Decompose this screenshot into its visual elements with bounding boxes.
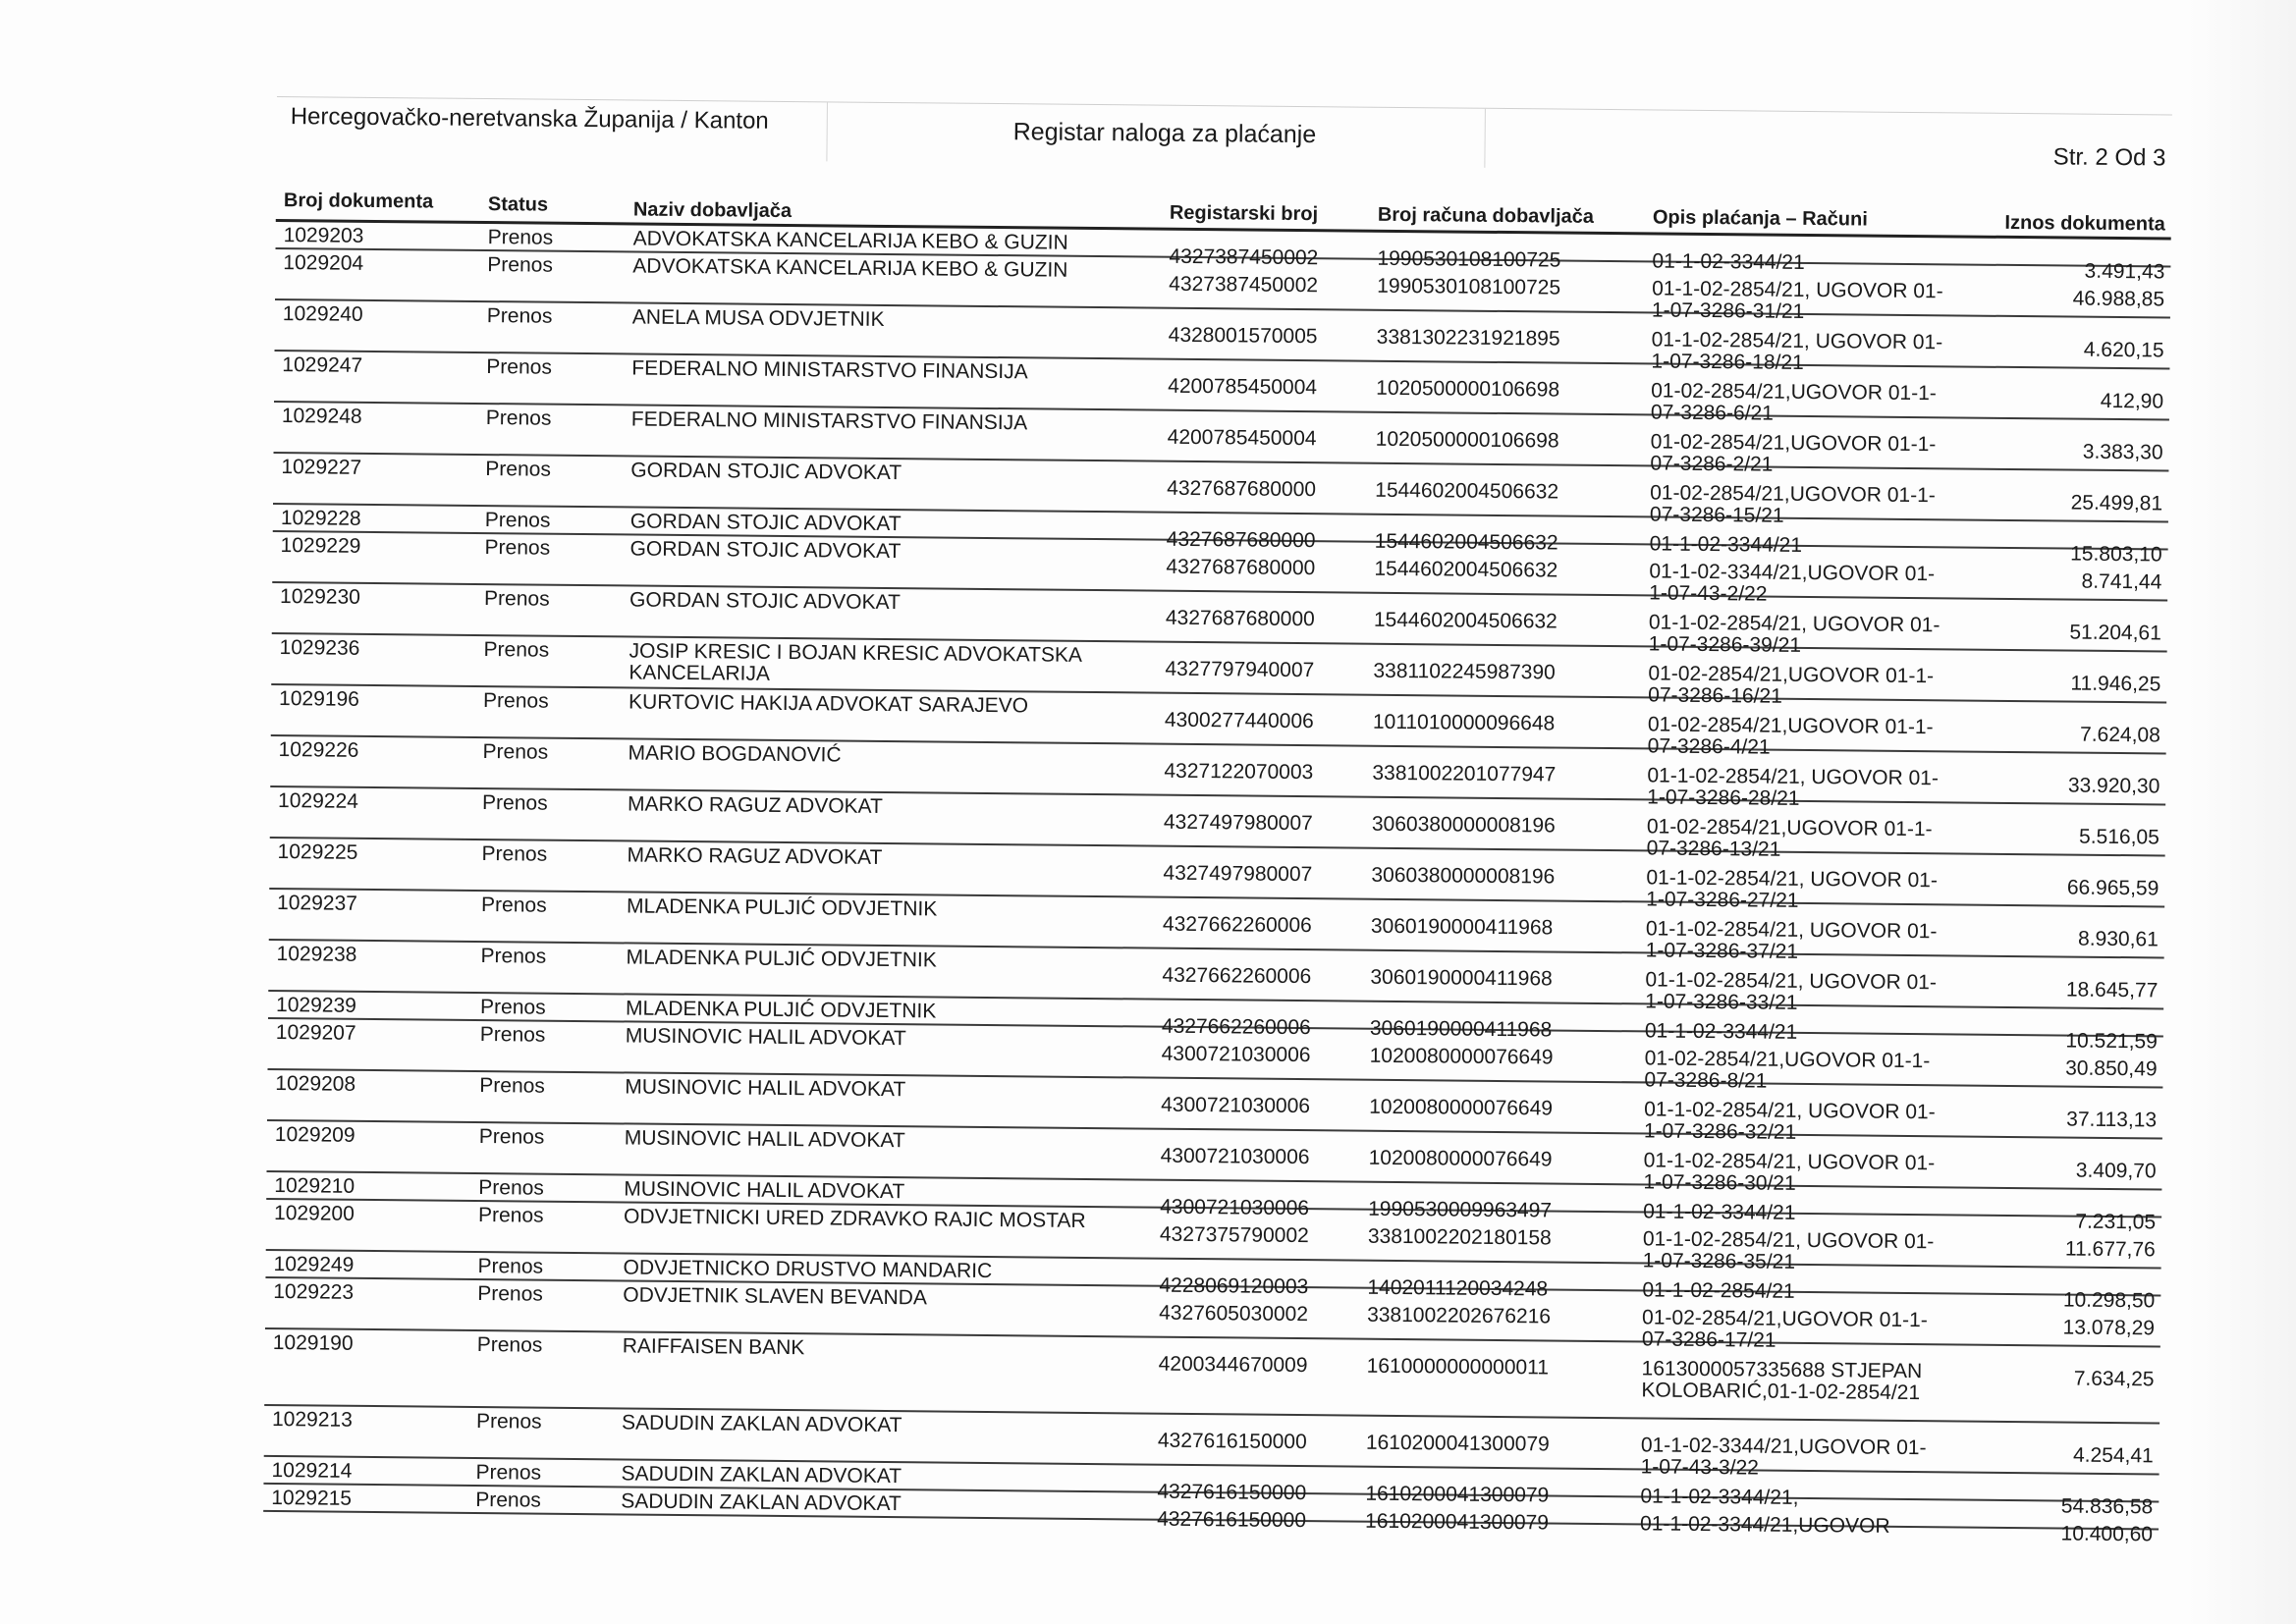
row-iznos: 7.624,08 — [2079, 723, 2160, 747]
row-broj: 1029213 — [271, 1408, 353, 1432]
row-opis: 01-1-02-2854/21, UGOVOR 01-1-07-3286-39/21 — [1648, 611, 1941, 657]
row-iznos: 10.298,50 — [2062, 1288, 2156, 1313]
row-naziv: ADVOKATSKA KANCELARIJA KEBO & GUZIN — [632, 227, 1068, 254]
row-opis: 01-1-02-3344/21 — [1649, 532, 1803, 557]
document-title: Registar naloga za plaćanje — [1012, 118, 1317, 149]
row-broj: 1029230 — [279, 585, 360, 609]
row-registarski-broj: 4300721030006 — [1160, 1195, 1310, 1220]
row-naziv: RAIFFAISEN BANK — [622, 1334, 805, 1360]
row-status: Prenos — [486, 304, 553, 328]
row-broj: 1029237 — [277, 892, 357, 915]
row-broj-racuna: 1544602004506632 — [1375, 478, 1559, 504]
col-opis-placanja: Opis plaćanja – Računi — [1652, 206, 1868, 231]
row-iznos: 33.920,30 — [2067, 774, 2160, 798]
row-broj: 1029223 — [273, 1280, 355, 1304]
row-opis: 01-02-2854/21,UGOVOR 01-1-07-3286-2/21 — [1650, 430, 1937, 476]
row-iznos: 46.988,85 — [2072, 287, 2165, 311]
row-registarski-broj: 4327687680000 — [1165, 606, 1315, 631]
row-broj: 1029207 — [275, 1021, 356, 1045]
row-broj: 1029196 — [279, 687, 359, 711]
row-registarski-broj: 4327122070003 — [1164, 759, 1314, 785]
row-opis: 01-1-02-2854/21, UGOVOR 01-1-07-3286-32/21 — [1643, 1098, 1936, 1144]
row-naziv: MARKO RAGUZ ADVOKAT — [627, 792, 884, 818]
row-status: Prenos — [482, 740, 549, 764]
row-iznos: 3.383,30 — [2082, 440, 2163, 464]
row-iznos: 37.113,13 — [2066, 1108, 2158, 1132]
row-opis: 01-1-02-3344/21 — [1643, 1200, 1796, 1224]
row-status: Prenos — [487, 253, 554, 277]
row-status: Prenos — [477, 1204, 544, 1227]
row-registarski-broj: 4327497980007 — [1163, 810, 1313, 836]
row-broj: 1029238 — [276, 943, 357, 966]
row-iznos: 3.491,43 — [2084, 259, 2165, 284]
row-broj: 1029229 — [280, 534, 361, 558]
row-opis: 01-1-02-2854/21, UGOVOR 01-1-07-3286-31/21 — [1651, 277, 1943, 323]
row-opis: 01-1-02-3344/21,UGOVOR 01-1-07-43-2/22 — [1649, 560, 1936, 606]
page-number: Str. 2 Od 3 — [2052, 143, 2166, 172]
row-broj-racuna: 1020500000106698 — [1376, 376, 1560, 402]
row-naziv: GORDAN STOJIC ADVOKAT — [629, 510, 902, 536]
row-naziv: FEDERALNO MINISTARSTVO FINANSIJA — [630, 407, 1028, 435]
col-iznos: Iznos dokumenta — [2004, 211, 2165, 236]
row-broj-racuna: 3060380000008196 — [1371, 812, 1556, 838]
row-broj-racuna: 1402011120034248 — [1367, 1275, 1549, 1301]
row-registarski-broj: 4327662260006 — [1162, 963, 1312, 989]
row-registarski-broj: 4200785450004 — [1167, 425, 1317, 451]
row-broj-racuna: 1990530108100725 — [1377, 246, 1561, 272]
row-iznos: 30.850,49 — [2065, 1056, 2158, 1081]
row-registarski-broj: 4327687680000 — [1167, 476, 1317, 502]
col-broj-dokumenta: Broj dokumenta — [283, 189, 434, 213]
row-iznos: 8.741,44 — [2081, 569, 2162, 594]
header-divider — [826, 102, 828, 161]
row-naziv: KURTOVIC HAKIJA ADVOKAT SARAJEVO — [628, 690, 1029, 718]
row-iznos: 15.803,10 — [2070, 542, 2162, 567]
row-naziv: MLADENKA PULJIĆ ODVJETNIK — [626, 946, 937, 972]
row-opis: 01-1-02-2854/21, UGOVOR 01-1-07-3286-18/21 — [1651, 328, 1943, 374]
row-broj: 1029208 — [275, 1072, 356, 1096]
row-iznos: 10.521,59 — [2065, 1029, 2158, 1054]
row-naziv: ODVJETNIK SLAVEN BEVANDA — [623, 1283, 928, 1310]
row-broj-racuna: 3060190000411968 — [1370, 965, 1553, 991]
row-registarski-broj: 4300277440006 — [1164, 708, 1314, 733]
row-status: Prenos — [487, 226, 554, 249]
row-naziv: MUSINOVIC HALIL ADVOKAT — [625, 1024, 906, 1051]
row-status: Prenos — [476, 1333, 543, 1357]
row-opis: 01-02-2854/21,UGOVOR 01-1-07-3286-6/21 — [1650, 379, 1937, 425]
row-registarski-broj: 4327687680000 — [1166, 527, 1316, 553]
row-broj: 1029210 — [274, 1174, 355, 1198]
row-status: Prenos — [475, 1489, 541, 1512]
row-registarski-broj: 4327387450002 — [1169, 272, 1319, 298]
row-registarski-broj: 4300721030006 — [1160, 1144, 1310, 1169]
row-iznos: 412,90 — [2100, 389, 2164, 413]
row-opis: 1613000057335688 STJEPAN KOLOBARIĆ,01-1-02-2854/21 — [1641, 1357, 1923, 1405]
row-broj-racuna: 1990530108100725 — [1377, 274, 1561, 299]
row-status: Prenos — [481, 842, 548, 866]
row-broj: 1029203 — [283, 224, 364, 247]
row-iznos: 18.645,77 — [2065, 978, 2159, 1002]
row-opis: 01-1-02-2854/21 — [1642, 1278, 1795, 1303]
row-broj-racuna: 1610000000000011 — [1366, 1354, 1550, 1380]
row-registarski-broj: 4327616150000 — [1157, 1480, 1307, 1505]
row-naziv: SADUDIN ZAKLAN ADVOKAT — [621, 1411, 902, 1437]
row-naziv: ADVOKATSKA KANCELARIJA KEBO & GUZIN — [632, 254, 1068, 282]
row-iznos: 4.254,41 — [2072, 1443, 2154, 1468]
row-status: Prenos — [479, 1074, 545, 1098]
row-status: Prenos — [482, 689, 549, 713]
row-status: Prenos — [486, 355, 553, 379]
row-registarski-broj: 4327616150000 — [1157, 1507, 1307, 1533]
row-broj-racuna: 1544602004506632 — [1373, 608, 1558, 633]
row-broj-racuna: 1610200041300079 — [1365, 1482, 1550, 1507]
row-status: Prenos — [477, 1255, 544, 1278]
row-registarski-broj: 4200785450004 — [1168, 374, 1318, 400]
canton-name: Hercegovačko-neretvanska Županija / Kanton — [290, 103, 769, 135]
row-broj-racuna: 1020500000106698 — [1375, 427, 1559, 453]
row-broj-racuna: 3060190000411968 — [1370, 914, 1554, 940]
row-naziv: MLADENKA PULJIĆ ODVJETNIK — [625, 997, 937, 1023]
row-broj-racuna: 1610200041300079 — [1365, 1431, 1550, 1456]
col-registarski-broj: Registarski broj — [1169, 201, 1319, 226]
row-broj: 1029200 — [273, 1202, 355, 1225]
row-opis: 01-1-02-2854/21, UGOVOR 01-1-07-3286-33/21 — [1645, 968, 1938, 1014]
row-status: Prenos — [484, 536, 551, 560]
row-iznos: 3.409,70 — [2075, 1159, 2157, 1183]
row-broj-racuna: 1020080000076649 — [1369, 1095, 1554, 1120]
row-broj: 1029215 — [271, 1487, 353, 1510]
row-broj: 1029226 — [278, 738, 359, 762]
row-broj: 1029209 — [274, 1123, 355, 1147]
row-broj-racuna: 1544602004506632 — [1374, 557, 1558, 582]
row-status: Prenos — [480, 893, 547, 917]
header-divider — [1484, 109, 1486, 168]
row-opis: 01-1-02-2854/21, UGOVOR 01-1-07-3286-27/21 — [1646, 866, 1939, 912]
row-iznos: 4.620,15 — [2083, 338, 2164, 362]
row-status: Prenos — [483, 638, 550, 662]
row-opis: 01-02-2854/21,UGOVOR 01-1-07-3286-4/21 — [1647, 713, 1934, 759]
row-status: Prenos — [479, 1023, 546, 1047]
row-broj-racuna: 3060380000008196 — [1371, 863, 1556, 889]
row-registarski-broj: 4200344670009 — [1158, 1352, 1308, 1378]
row-registarski-broj: 4327497980007 — [1163, 861, 1313, 887]
row-broj-racuna: 3381002201077947 — [1372, 761, 1557, 786]
row-naziv: MLADENKA PULJIĆ ODVJETNIK — [626, 894, 938, 921]
row-iznos: 10.400,60 — [2060, 1522, 2154, 1546]
row-naziv: MUSINOVIC HALIL ADVOKAT — [624, 1126, 905, 1153]
row-opis: 01-02-2854/21,UGOVOR 01-1-07-3286-17/21 — [1641, 1306, 1928, 1352]
row-registarski-broj: 4300721030006 — [1161, 1093, 1311, 1118]
row-opis: 01-1-02-2854/21, UGOVOR 01-1-07-3286-28/21 — [1647, 764, 1940, 810]
row-broj-racuna: 3381002202676216 — [1367, 1303, 1552, 1328]
col-status: Status — [487, 193, 549, 216]
row-registarski-broj: 4327375790002 — [1159, 1222, 1309, 1248]
row-iznos: 54.836,58 — [2060, 1494, 2154, 1519]
row-registarski-broj: 4327662260006 — [1162, 912, 1312, 938]
row-registarski-broj: 4327797940007 — [1165, 657, 1315, 682]
row-broj-racuna: 3060190000411968 — [1369, 1016, 1553, 1042]
row-broj: 1029247 — [282, 353, 363, 377]
col-broj-racuna: Broj računa dobavljača — [1377, 203, 1595, 228]
row-naziv: SADUDIN ZAKLAN ADVOKAT — [621, 1462, 902, 1489]
row-status: Prenos — [478, 1176, 544, 1200]
row-opis: 01-1-02-3344/21 — [1644, 1019, 1798, 1044]
row-broj-racuna: 3381102245987390 — [1373, 659, 1556, 684]
col-naziv: Naziv dobavljača — [632, 198, 793, 223]
row-naziv: MUSINOVIC HALIL ADVOKAT — [624, 1177, 905, 1204]
row-iznos: 11.677,76 — [2064, 1237, 2156, 1262]
row-naziv: ODVJETNICKO DRUSTVO MANDARIC — [623, 1256, 993, 1283]
row-iznos: 7.634,25 — [2073, 1367, 2155, 1391]
row-opis: 01-02-2854/21,UGOVOR 01-1-07-3286-8/21 — [1644, 1047, 1931, 1093]
row-naziv: ODVJETNICKI URED ZDRAVKO RAJIC MOSTAR — [623, 1205, 1086, 1232]
row-iznos: 66.965,59 — [2066, 876, 2159, 900]
row-iznos: 7.231,05 — [2075, 1210, 2157, 1234]
row-broj: 1029248 — [281, 405, 362, 428]
row-opis: 01-02-2854/21,UGOVOR 01-1-07-3286-15/21 — [1649, 481, 1936, 527]
register-table-body — [263, 222, 2171, 1546]
row-registarski-broj: 4327616150000 — [1157, 1429, 1307, 1454]
row-iznos: 13.078,29 — [2062, 1316, 2156, 1340]
row-broj: 1029240 — [282, 302, 363, 326]
row-opis: 01-1-02-2854/21, UGOVOR 01-1-07-3286-35/21 — [1642, 1227, 1935, 1273]
row-opis: 01-1-02-3344/21 — [1652, 249, 1805, 274]
row-opis: 01-02-2854/21,UGOVOR 01-1-07-3286-13/21 — [1646, 815, 1933, 861]
row-naziv: SADUDIN ZAKLAN ADVOKAT — [621, 1489, 902, 1516]
row-iznos: 8.930,61 — [2077, 927, 2159, 951]
row-iznos: 25.499,81 — [2070, 491, 2163, 515]
row-broj: 1029236 — [279, 636, 360, 660]
row-registarski-broj: 4327387450002 — [1169, 244, 1319, 270]
row-broj: 1029204 — [283, 251, 364, 275]
row-status: Prenos — [479, 996, 546, 1019]
row-broj: 1029190 — [272, 1331, 354, 1355]
row-broj-racuna: 3381002202180158 — [1367, 1224, 1552, 1250]
payment-register-document — [263, 96, 2172, 1546]
row-opis: 01-1-02-2854/21, UGOVOR 01-1-07-3286-30/21 — [1643, 1149, 1936, 1195]
row-broj-racuna: 3381302231921895 — [1376, 325, 1560, 351]
row-registarski-broj: 4328001570005 — [1168, 323, 1318, 349]
row-status: Prenos — [475, 1410, 542, 1434]
row-status: Prenos — [485, 458, 552, 481]
row-opis: 01-02-2854/21,UGOVOR 01-1-07-3286-16/21 — [1648, 662, 1935, 708]
row-naziv: GORDAN STOJIC ADVOKAT — [630, 459, 902, 485]
row-broj-racuna: 1020080000076649 — [1369, 1044, 1554, 1069]
row-iznos: 5.516,05 — [2078, 825, 2159, 849]
row-status: Prenos — [484, 509, 551, 532]
row-broj: 1029214 — [271, 1459, 353, 1483]
row-naziv: GORDAN STOJIC ADVOKAT — [629, 537, 902, 564]
row-broj-racuna: 1610200041300079 — [1365, 1509, 1550, 1535]
row-iznos: 51.204,61 — [2069, 621, 2161, 645]
row-status: Prenos — [481, 791, 548, 815]
row-status: Prenos — [477, 1282, 543, 1306]
row-iznos: 11.946,25 — [2070, 672, 2161, 696]
row-opis: 01-1-02-3344/21, — [1640, 1485, 1799, 1509]
row-status: Prenos — [478, 1125, 545, 1149]
scan-edge-shadow — [2188, 0, 2296, 1624]
row-naziv: MARIO BOGDANOVIĆ — [628, 741, 842, 767]
row-broj: 1029249 — [273, 1253, 355, 1276]
row-broj-racuna: 1011010000096648 — [1372, 710, 1556, 735]
row-registarski-broj: 4327687680000 — [1166, 555, 1316, 580]
row-status: Prenos — [483, 587, 550, 611]
row-naziv: MARKO RAGUZ ADVOKAT — [627, 843, 883, 869]
row-broj: 1029228 — [280, 507, 361, 530]
row-naziv: JOSIP KRESIC I BOJAN KRESIC ADVOKATSKA KANCELARIJA — [629, 639, 1081, 685]
row-opis: 01-1-02-3344/21,UGOVOR 01-1-07-43-3/22 — [1640, 1434, 1927, 1480]
row-registarski-broj: 4300721030006 — [1161, 1042, 1311, 1067]
row-registarski-broj: 4327605030002 — [1159, 1301, 1309, 1326]
row-registarski-broj: 4327662260006 — [1161, 1014, 1311, 1040]
row-broj-racuna: 1020080000076649 — [1368, 1146, 1553, 1171]
row-naziv: MUSINOVIC HALIL ADVOKAT — [625, 1075, 906, 1102]
row-opis: 01-1-02-3344/21,UGOVOR — [1639, 1512, 1890, 1538]
row-broj: 1029225 — [277, 840, 358, 864]
row-status: Prenos — [485, 406, 552, 430]
row-naziv: GORDAN STOJIC ADVOKAT — [629, 588, 901, 615]
row-status: Prenos — [475, 1461, 542, 1485]
row-broj: 1029239 — [276, 994, 356, 1017]
row-broj-racuna: 1990530009963497 — [1368, 1197, 1553, 1222]
row-broj: 1029224 — [278, 789, 358, 813]
row-registarski-broj: 4228069120003 — [1159, 1273, 1309, 1299]
row-broj-racuna: 1544602004506632 — [1374, 529, 1558, 555]
row-naziv: FEDERALNO MINISTARSTVO FINANSIJA — [631, 356, 1028, 384]
row-naziv: ANELA MUSA ODVJETNIK — [631, 305, 885, 331]
row-broj: 1029227 — [281, 456, 362, 479]
row-status: Prenos — [480, 945, 547, 968]
row-opis: 01-1-02-2854/21, UGOVOR 01-1-07-3286-37/21 — [1645, 917, 1938, 963]
